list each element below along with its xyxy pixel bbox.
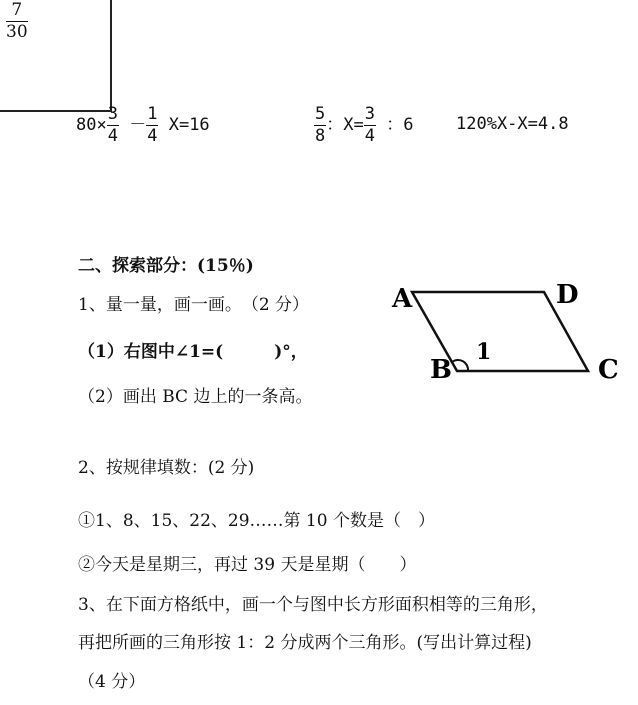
eq1-rest: X=16 <box>168 115 210 135</box>
equation-2 <box>314 103 413 147</box>
eq1-c-den: 4 <box>147 125 158 146</box>
vertex-label-d: D <box>556 280 579 310</box>
vertex-label-a: A <box>392 284 413 314</box>
parallelogram-figure <box>390 278 638 388</box>
vertex-label-b: B <box>430 355 452 385</box>
eq1-term-a: 80× <box>76 115 107 135</box>
eq1-fraction-b <box>107 103 119 146</box>
q3-line3: （4 分） <box>78 672 146 692</box>
eq2-fraction-a <box>314 103 326 146</box>
eq2-a-num: 5 <box>315 103 326 124</box>
fraction-numerator: 7 <box>6 2 28 22</box>
eq1-operator: － <box>129 115 147 135</box>
eq2-mid: ：X= <box>326 115 364 135</box>
q1-title: 1、量一量，画一画。 （2 分） <box>78 295 310 315</box>
fraction-denominator: 30 <box>6 22 28 42</box>
eq1-b-num: 3 <box>107 103 118 124</box>
eq2-b-num: 3 <box>364 103 375 124</box>
q2-item1: ①1、8、15、22、29……第 10 个数是（ ） <box>78 511 435 531</box>
q1-part2: （2）画出 BC 边上的一条高。 <box>78 387 313 407</box>
eq1-b-den: 4 <box>107 125 118 146</box>
q2-item2: ②今天是星期三，再过 39 天是星期（ ） <box>78 555 417 575</box>
vertex-label-c: C <box>598 355 619 385</box>
q3-line2: 再把所画的三角形按 1：2 分成两个三角形。(写出计算过程) <box>78 633 532 653</box>
eq2-fraction-b <box>364 103 376 146</box>
q2-title: 2、按规律填数：(2 分) <box>78 458 255 478</box>
eq1-fraction-c <box>146 103 158 146</box>
q1-part1: （1）右图中∠1=( )°， <box>78 342 308 362</box>
equation-1 <box>76 103 210 147</box>
angle-label: 1 <box>476 339 492 365</box>
eq2-rest: ：6 <box>386 115 414 135</box>
eq2-b-den: 4 <box>364 125 375 146</box>
eq1-c-num: 1 <box>147 103 158 124</box>
eq2-a-den: 8 <box>315 125 326 146</box>
equation-3: 120%X-X=4.8 <box>456 114 569 134</box>
section-heading: 二、探索部分：(15％) <box>78 256 254 276</box>
q3-line1: 3、在下面方格纸中，画一个与图中长方形面积相等的三角形， <box>78 595 548 615</box>
answer-fraction <box>6 2 28 41</box>
